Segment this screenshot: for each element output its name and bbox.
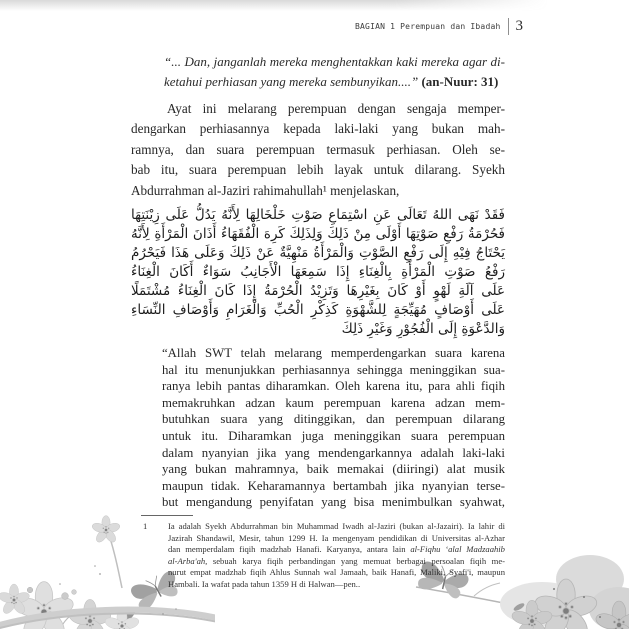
page-content <box>131 52 505 511</box>
running-header <box>355 18 523 35</box>
text-line: Ayat ini melarang perempuan dengan sengaja memper- <box>167 101 505 116</box>
book-title: al-Fiqhu ʻalal Madzaahib <box>410 544 505 554</box>
text-line: untuk itu. Diharamkan juga meninggikan suara perempuan <box>162 429 505 443</box>
arabic-line: فَحُرْمَةُ رَفْعِ صَوْتِهَا أَوْلَى مِنْ ذَلِكَ وَلِذَلِكَ كَرِهَ الْفُقَهَاءُ أَذَانَ الْمَرْأَةِ لِأَنَّهُ <box>131 226 505 243</box>
text-line <box>164 72 505 92</box>
arabic-line: يَحْتَاجُ فِيْهِ إِلَى رَفْعِ الصَّوْتِ وَالْمَرْأَةُ مَنْهِيَّةٌ عَنْ ذَلِكَ وَعَلَى هَذَا فَيَحْرُمُ <box>131 245 505 262</box>
footnote-separator <box>141 515 193 516</box>
text-line: Jazirah Shandawil, Mesir, tahun 1299 H. Ia mengenyam pendidikan di Universitas al-Azhar <box>168 532 505 543</box>
footnote-roman-text: dan memperdalam fiqih madzhab Hanafi. Karyanya, antara lain <box>168 544 406 554</box>
text-line: memakruhkan adzan kaum perempuan karena adzan mem- <box>162 395 505 410</box>
text-line: dengarkan perhiasannya kepada laki-laki yang bukan mah- <box>131 121 505 137</box>
text-line: Abdurrahman al-Jaziri rahimahullah¹ menjelaskan, <box>131 182 400 198</box>
book-title: al-Arba'ah, <box>168 555 208 566</box>
translation-quote <box>162 345 505 511</box>
arabic-line: وَالدَّعْوَةِ إِلَى الْفُجُوْرِ وَغَيْرِ ذَلِكَ <box>341 321 505 338</box>
text-line: “... Dan, janganlah mereka menghentakkan kaki mereka agar di- <box>164 54 505 69</box>
footnote-roman-text: sebuah karya fiqih perbandingan yang memuat berbagai persoalan fiqih me- <box>212 555 505 566</box>
flower-cluster-icon <box>500 555 629 629</box>
text-line: butuhkan suara yang ditinggikan, dan perempuan dilarang <box>162 412 505 427</box>
text-line: dalam nyanyian jika yang mendengarkannya adalah laki-laki <box>162 445 505 460</box>
text-line: but mengandung penyifatan yang bisa menimbulkan syahwat, <box>162 495 505 510</box>
text-line: bab itu, suara perempuan lebih layak untuk dilarang. Syekh <box>131 162 505 178</box>
arabic-line: عَلَى أَوْصَافٍ مُهَيِّجَةٍ لِلشَّهْوَةِ كَذِكْرِ الْحُبِّ وَالْغَرَامِ وَأَوْصَافِ النِّسَاءِ <box>131 302 505 319</box>
arabic-line: رَفْعُ صَوْتِ الْمَرْأَةِ بِالْغِنَاءِ إِذَا سَمِعَهَا الْأَجَانِبُ سَوَاءٌ أَكَانَ الْغِنَاءُ <box>131 264 505 281</box>
text-line: hal itu menunjukkan perhiasannya sehingga meninggikan sua- <box>162 362 505 377</box>
verse-reference: (an-Nuur: 31) <box>421 74 499 89</box>
text-line: Ia adalah Syekh Abdurrahman bin Muhammad Iwadh al-Jaziri (bukan al-Jazairi). Ia lahir di <box>168 521 505 531</box>
text-line <box>168 556 505 568</box>
text-line: maupun tidak. Keharamannya bertambah jika nyanyian terse- <box>162 478 505 493</box>
flower-sprig-icon <box>91 516 122 588</box>
text-line: ranya lebih pantas diharamkan. Oleh karena itu, para ahli fiqih <box>162 379 505 394</box>
text-line: ramnya, dan suara perempuan termasuk perhiasan. Oleh se- <box>131 141 505 157</box>
text-line: yang bukan mahramnya, baik memakai (diiringi) alat musik <box>162 462 505 477</box>
section-title: BAGIAN 1 Perempuan dan Ibadah <box>355 22 501 31</box>
arabic-line: عَلَى آلَةِ لَهْوٍ أَوْ كَانَ بِغَيْرِهَا وَتَزِيْدُ الْحُرْمَةُ إِذَا كَانَ الْغِنَاءُ مُشْتَمَلًا <box>131 283 505 300</box>
footnote-number: 1 <box>143 521 148 531</box>
footnote-text <box>168 521 505 590</box>
text-line: “Allah SWT telah melarang memperdengarkan suara karena <box>162 346 505 361</box>
verse-text: ketahui perhiasan yang mereka sembunyikan....” <box>164 74 419 89</box>
footnote <box>143 521 505 590</box>
arabic-line: فَقَدْ نَهَى اللهُ تَعَالَى عَنِ اسْتِمَاعِ صَوْتِ خَلْخَالِهَا لِأَنَّهُ يَدُلُّ عَلَى زِيْنَتِهَا <box>131 207 505 224</box>
arabic-quote <box>131 206 505 339</box>
page-edge-shadow <box>0 0 548 11</box>
header-divider <box>508 18 509 35</box>
text-line: Hambali. Ia wafat pada tahun 1359 H di Halwan—pen.. <box>168 578 361 589</box>
text-line <box>168 544 505 556</box>
quran-verse-quote <box>164 52 505 92</box>
text-line: nurut empat madzhab fiqih Ahlus Sunnah wal Jamaah, baik Hanafi, Maliki, Syafi'i, maupun <box>168 567 505 577</box>
body-paragraph <box>131 99 505 201</box>
page-number: 3 <box>515 18 523 34</box>
